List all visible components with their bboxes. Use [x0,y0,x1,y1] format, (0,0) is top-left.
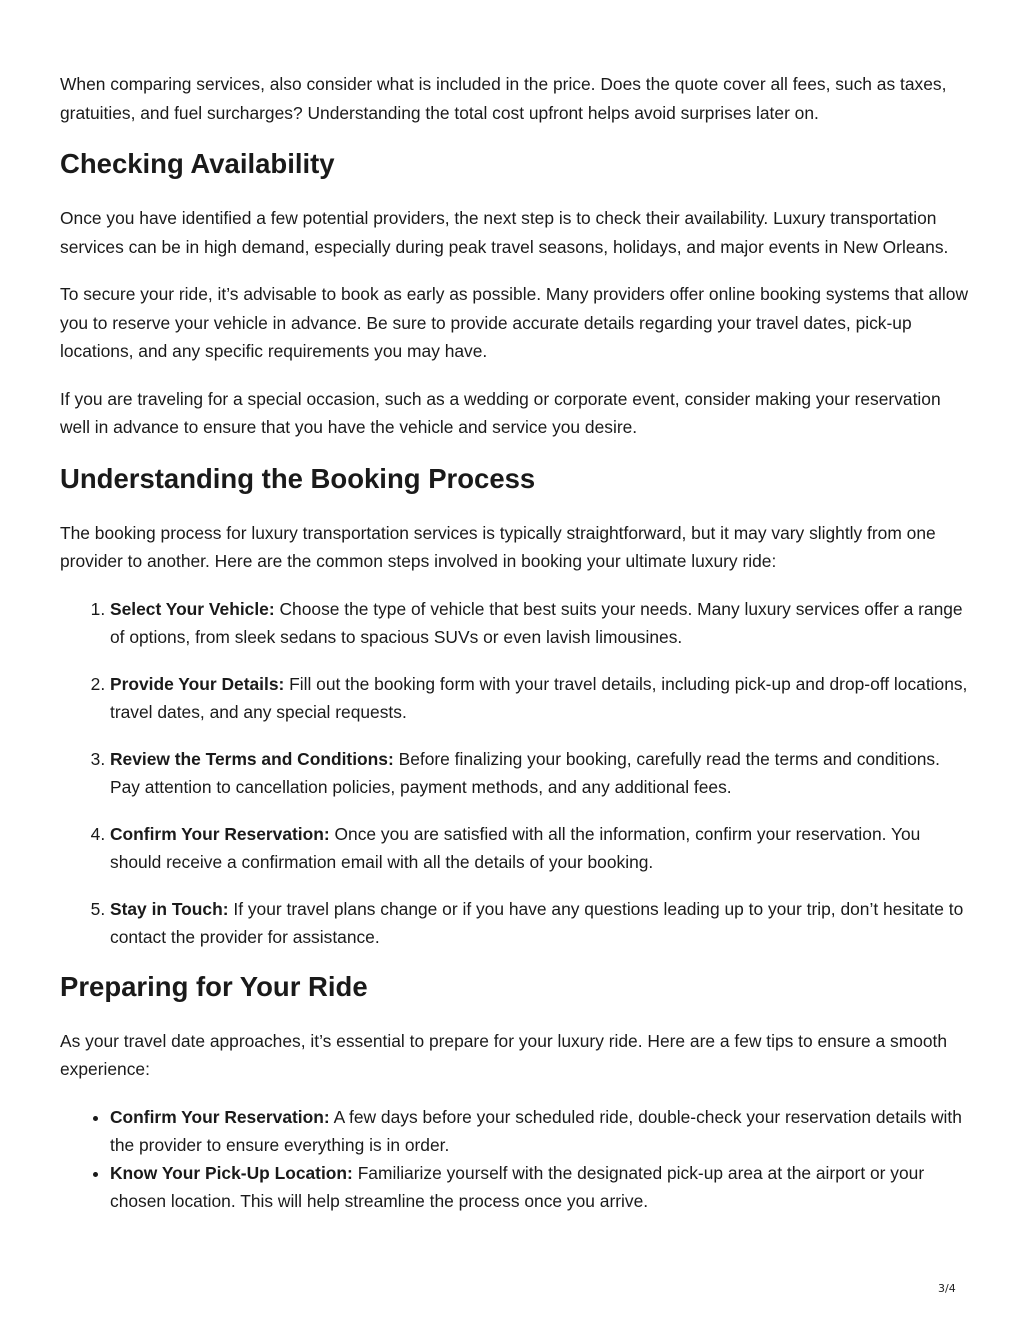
availability-paragraph-2: To secure your ride, it’s advisable to book as early as possible. Many providers offer online booking systems that allow you to reserve your vehicle in advance. Be sure to provide accurate details regarding your travel dates, pick-up locations, and any specific requirements you may have. [60,284,968,361]
step-text: Fill out the booking form with your travel details, including pick-up and drop-off locations, travel dates, and any special requests. [110,673,968,722]
step-title: Review the Terms and Conditions: [110,748,394,769]
document-page [60,70,970,1215]
step-title: Provide Your Details: [110,673,285,694]
section-heading-preparing: Preparing for Your Ride [60,970,368,1002]
step-text: Before finalizing your booking, carefully read the terms and conditions. Pay attention to cancellation policies, payment methods, and any additional fees. [110,748,940,797]
section-heading-booking: Understanding the Booking Process [60,462,536,494]
list-item [110,595,970,651]
tip-text: Familiarize yourself with the designated pick-up area at the airport or your chosen location. This will help streamline the process once you arrive. [110,1162,925,1211]
preparing-paragraph: As your travel date approaches, it’s essential to prepare for your luxury ride. Here are a few tips to ensure a smooth experience: [60,1030,948,1079]
preparing-tips-list [60,1103,970,1215]
step-text: Once you are satisfied with all the information, confirm your reservation. You should receive a confirmation email with all the details of your booking. [110,823,921,872]
page-number: 3/4 [938,1282,956,1295]
step-title: Select Your Vehicle: [110,598,275,619]
availability-paragraph-1: Once you have identified a few potential providers, the next step is to check their availability. Luxury transportation services can be in high demand, especially during peak travel seasons, holidays, and major events in New Orleans. [60,208,949,257]
list-item [110,745,970,801]
intro-paragraph: When comparing services, also consider what is included in the price. Does the quote cover all fees, such as taxes, gratuities, and fuel surcharges? Understanding the total cost upfront helps avoid surprises later on. [60,74,947,123]
list-item [110,1103,970,1159]
step-title: Stay in Touch: [110,898,229,919]
list-item [110,670,970,726]
tip-title: Confirm Your Reservation: [110,1106,330,1127]
list-item [110,820,970,876]
section-heading-availability: Checking Availability [60,148,335,179]
step-text: Choose the type of vehicle that best suits your needs. Many luxury services offer a range of options, from sleek sedans to spacious SUVs or even lavish limousines. [110,598,963,647]
tip-text: A few days before your scheduled ride, double-check your reservation details with the provider to ensure everything is in order. [110,1106,962,1155]
booking-paragraph: The booking process for luxury transportation services is typically straightforward, but it may vary slightly from one provider to another. Here are the common steps involved in booking your ultimate luxury ride: [60,522,936,571]
list-item [110,895,970,951]
step-title: Confirm Your Reservation: [110,823,330,844]
list-item [110,1159,970,1215]
step-text: If your travel plans change or if you have any questions leading up to your trip, don’t hesitate to contact the provider for assistance. [110,898,964,947]
tip-title: Know Your Pick-Up Location: [110,1162,353,1183]
booking-steps-list [60,595,970,951]
availability-paragraph-3: If you are traveling for a special occasion, such as a wedding or corporate event, consider making your reservation well in advance to ensure that you have the vehicle and service you desire. [60,388,941,437]
